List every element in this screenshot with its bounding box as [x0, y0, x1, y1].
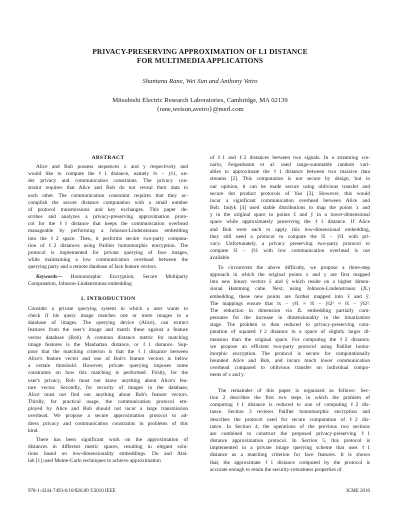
- text-line: Bob. Indyk [4] used stable distributions to map the points x and: [210, 205, 370, 212]
- text-line: vector database (Bob). A common distance metric for matching: [28, 334, 188, 341]
- text-line: scribes and analyzes a privacy-preserving approximation proto-: [28, 214, 188, 221]
- right-paragraph-2: [210, 265, 370, 380]
- text-line: secure dot product protocols of Yao [3]. However, this would: [210, 190, 370, 197]
- text-line: kind.: [28, 427, 39, 434]
- text-line: while maintaining a low communication overhead between the: [28, 257, 188, 264]
- text-line: that, the approximate ℓ1 distance computed by the protocol is: [210, 459, 370, 466]
- text-line: Alice and Bob possess sequences x and y respectively and: [36, 164, 188, 170]
- text-line: approach in which the original points x and y are first mapped: [210, 272, 370, 279]
- text-line: compute ‖x̃ − ỹ‖1 with low communication overhead is not: [210, 248, 370, 255]
- conference-footer: ICME 2010: [346, 489, 370, 494]
- text-line: tion 2 describes the first two steps in which the problem of: [210, 395, 370, 402]
- intro-paragraph-1: [28, 306, 188, 435]
- text-line: Alice must not find out anything about Bob's feature vectors.: [28, 391, 188, 398]
- email-addresses: {rane,weisun,avetro}@merl.com: [156, 106, 244, 113]
- text-line: describes the protocol used for secure computation of ℓ2 dis-: [210, 416, 370, 423]
- text-line: space while approximately preserving the ℓ1 distance. If Alice: [210, 219, 370, 226]
- text-line: tance. In Section 4, the operations of the previous two sections: [210, 423, 370, 430]
- text-line: distances in different metric spaces, resulting in elegant solu-: [28, 444, 188, 451]
- text-line: ables to approximate the ℓ1 distance between two massive data: [210, 169, 370, 176]
- text-line: pensates for the increase in dimensionality in the binarization: [210, 315, 370, 322]
- text-line: pose that the matching criterion is that the ℓ1 distance between: [28, 348, 188, 355]
- text-line: lah [1] used Monte-Carlo techniques to achieve approximation: [28, 458, 161, 465]
- right-paragraph-1: [210, 155, 370, 262]
- text-line: putation of squared ℓ2 distance in a space of slightly larger di-: [210, 329, 370, 336]
- text-line: manageable by performing a Johnson-Lindenstrauss embedding: [28, 228, 188, 235]
- text-line: der privacy and communication constraints. The privacy con-: [28, 178, 188, 185]
- text-line: into the ℓ2 space. Then, it performs secure two-party computa-: [28, 235, 188, 242]
- text-line: image features is the Manhattan distance, or ℓ1 distance. Sup-: [28, 341, 188, 348]
- text-line: embedding, these new points are further mapped into x̂ and ŷ.: [210, 293, 370, 300]
- text-line: into new binary vectors x̄ and ȳ which reside on a higher dimen-: [210, 279, 370, 286]
- text-line: The remainder of this paper is organized as follows: Sec-: [218, 388, 370, 394]
- text-line: tions based on low-dimensionality embeddings. Do and Atal-: [28, 451, 188, 458]
- text-line: stage. The problem is then reduced to privacy-preserving com-: [210, 322, 370, 329]
- text-line: streams [2]. This computation is not secure by design, but in: [210, 176, 370, 183]
- abstract-heading: ABSTRACT: [91, 155, 125, 161]
- text-line: There has been significant work on the approximation of: [36, 437, 188, 443]
- author-list: Shantanu Rane, Wei Sun and Anthony Vetro: [142, 78, 258, 85]
- text-line: tance. Section 3 reviews Paillier homomorphic encryption and: [210, 409, 370, 416]
- text-line: morphic encryption. The protocol is secure for computationally: [210, 350, 370, 357]
- right-paragraph-3: [210, 388, 370, 474]
- text-line: distance approximation protocol. In Section 5, this protocol is: [210, 438, 370, 445]
- text-line: protocol is implemented for private querying of face images,: [28, 249, 188, 256]
- text-line: database of images. The querying device (Alice), can extract: [28, 320, 188, 327]
- text-line: features from the user's image and match these against a feature: [28, 327, 188, 334]
- text-line: overhead compared to oblivious transfer on individual compo-: [210, 365, 370, 372]
- copyright-footer: 978-1-4244-7493-6/10/$26.00 ©2010 IEEE: [28, 489, 116, 494]
- text-line: overhead. We propose a secure approximation protocol to ad-: [28, 413, 188, 420]
- text-line: and Bob were each to apply this low-dimensional embedding,: [210, 226, 370, 233]
- text-line: Consider a private querying system in which a user wants to: [28, 306, 188, 312]
- text-line: constraints on how this matching is performed. Firstly, for the: [28, 370, 188, 377]
- text-line: would like to compute the ℓ1 distance, namely ‖x − y‖1, un-: [28, 171, 188, 178]
- text-line: y in the original space to points x̃ and ỹ in a lower-dimensional: [210, 212, 370, 219]
- text-line: The mappings ensure that ‖x − y‖1 ≈ ‖x̄ − ȳ‖2² ≈ ‖x̂ − ŷ‖2².: [210, 300, 370, 307]
- keywords-line: [28, 274, 188, 281]
- text-line: sional Hamming cube. Next, using Johnson-Lindenstrauss (JL): [210, 286, 370, 293]
- text-line: querying party and a remote database of face feature vectors.: [28, 264, 158, 271]
- text-line: our opinion, it can be made secure using oblivious transfer and: [210, 183, 370, 190]
- intro-paragraph-2: [28, 437, 188, 466]
- text-line: vacy. Unfortunately, a privacy preserving two-party protocol to: [210, 240, 370, 247]
- text-line: they still need a protocol to compute the ‖x̃ − ỹ‖1 with pri-: [210, 233, 370, 240]
- text-line: dress privacy and communication constraints in problems of this: [28, 420, 188, 427]
- paper-title-line2: FOR MULTIMEDIA APPLICATIONS: [136, 56, 264, 65]
- text-line: check if his query image matches one or more images in a: [28, 313, 188, 320]
- keywords-label: Keywords—: [36, 274, 63, 280]
- paper-title-line1: PRIVACY-PRESERVING APPROXIMATION OF L1 DISTANCE: [92, 47, 308, 56]
- text-line: user's privacy, Bob must not know anything about Alice's fea-: [28, 377, 188, 384]
- text-line: ture vector. Secondly, for security of images in the database,: [28, 384, 188, 391]
- text-line: a certain threshold. However, private querying imposes some: [28, 363, 188, 370]
- affiliation: Mitsubishi Electric Research Laboratories, Cambridge, MA 02139: [112, 97, 288, 104]
- text-line: complish the secure distance computation with a small number: [28, 199, 188, 206]
- text-line: nents of x and y.: [210, 372, 245, 379]
- text-line: are combined to construct the proposed privacy-preserving ℓ1: [210, 430, 370, 437]
- text-line: Alice's feature vector and one of Bob's feature vectors is below: [28, 356, 188, 363]
- text-line: straint requires that Alice and Bob do not reveal their data to: [28, 185, 188, 192]
- text-line: To circumvent the above difficulty, we propose a three-step: [218, 265, 370, 271]
- text-line: The reduction in dimension via JL embedding partially com-: [210, 307, 370, 314]
- text-line: Thirdly, for practical usage, the communication protocol em-: [28, 399, 188, 406]
- text-line: distance as a matching criterion for face features. It is shown: [210, 452, 370, 459]
- introduction-heading: 1. INTRODUCTION: [80, 296, 136, 302]
- text-line: computing ℓ1 distance is reduced to one of computing ℓ2 dis-: [210, 402, 370, 409]
- text-line: available.: [210, 255, 231, 262]
- text-line: bounded Alice and Bob, and incurs much lower communication: [210, 358, 370, 365]
- text-line: ployed by Alice and Bob should not incur a large transmission: [28, 406, 188, 413]
- text-line: implemented in a private image querying scheme that uses ℓ1: [210, 445, 370, 452]
- text-line: tion of ℓ2 distances using Paillier homomorphic encryption. The: [28, 242, 188, 249]
- text-line: mension than the original space. For computing the ℓ2 distance,: [210, 336, 370, 343]
- text-line: each other. The communication constraint requires that they ac-: [28, 192, 188, 199]
- text-line: nario, Feigenbaum et al. used range-summable random vari-: [210, 162, 370, 169]
- keywords-text: Homomorphic Encryption, Secure Multiparty: [62, 274, 188, 280]
- text-line: accurate enough to retain the security-robustness properties of: [210, 466, 342, 473]
- keywords: [28, 274, 188, 288]
- text-line: of ℓ1 and ℓ2 distances between two signals. In a streaming sce-: [210, 155, 370, 161]
- text-line: col for the ℓ1 distance that keeps the communication overhead: [28, 221, 188, 228]
- text-line: we propose an efficient two-party protocol using Paillier homo-: [210, 343, 370, 350]
- text-line: incur a significant communication overhead between Alice and: [210, 197, 370, 204]
- abstract-body: [28, 164, 188, 271]
- text-line: of protocol transmissions and key exchanges. This paper de-: [28, 206, 188, 213]
- keywords-text: Computation, Johnson-Lindenstrauss embedding: [28, 281, 132, 288]
